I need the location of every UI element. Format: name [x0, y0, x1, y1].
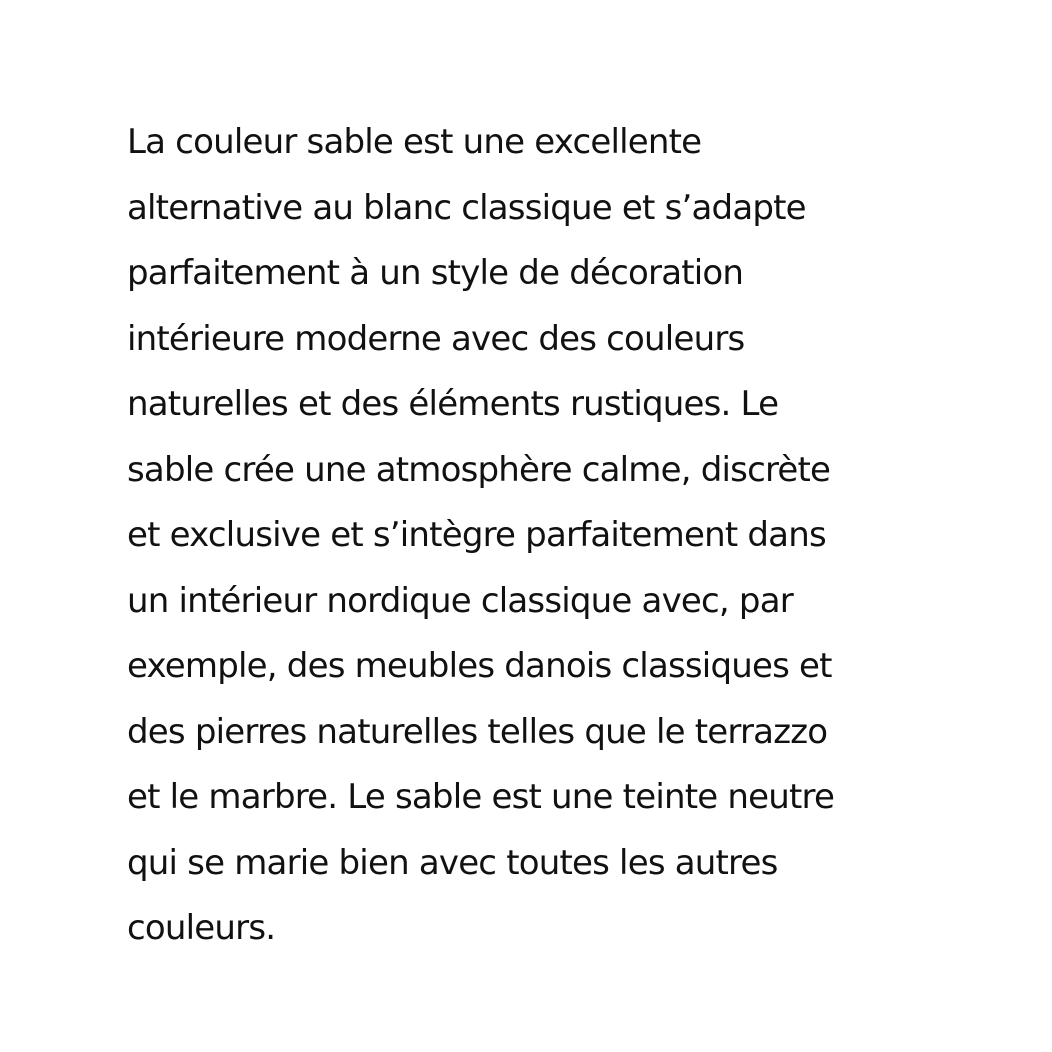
paragraph-line: La couleur sable est une excellente [127, 122, 702, 162]
paragraph-line: des pierres naturelles telles que le terrazzo [127, 711, 828, 752]
paragraph-line: intérieure moderne avec des couleurs [127, 318, 745, 359]
paragraph-line: et le marbre. Le sable est une teinte neutre [127, 777, 835, 817]
body-paragraph [127, 110, 957, 962]
paragraph-line: exemple, des meubles danois classiques et [127, 646, 832, 686]
paragraph-line: un intérieur nordique classique avec, par [127, 580, 793, 621]
paragraph-line: et exclusive et s’intègre parfaitement dans [127, 515, 826, 555]
paragraph-line: naturelles et des éléments rustiques. Le [127, 384, 779, 424]
paragraph-line: parfaitement à un style de décoration [127, 253, 744, 293]
paragraph-line: alternative au blanc classique et s’adapte [127, 187, 806, 228]
paragraph-line: sable crée une atmosphère calme, discrète [127, 449, 831, 490]
paragraph-line: qui se marie bien avec toutes les autres [127, 842, 778, 883]
paragraph-line: couleurs. [127, 908, 276, 948]
